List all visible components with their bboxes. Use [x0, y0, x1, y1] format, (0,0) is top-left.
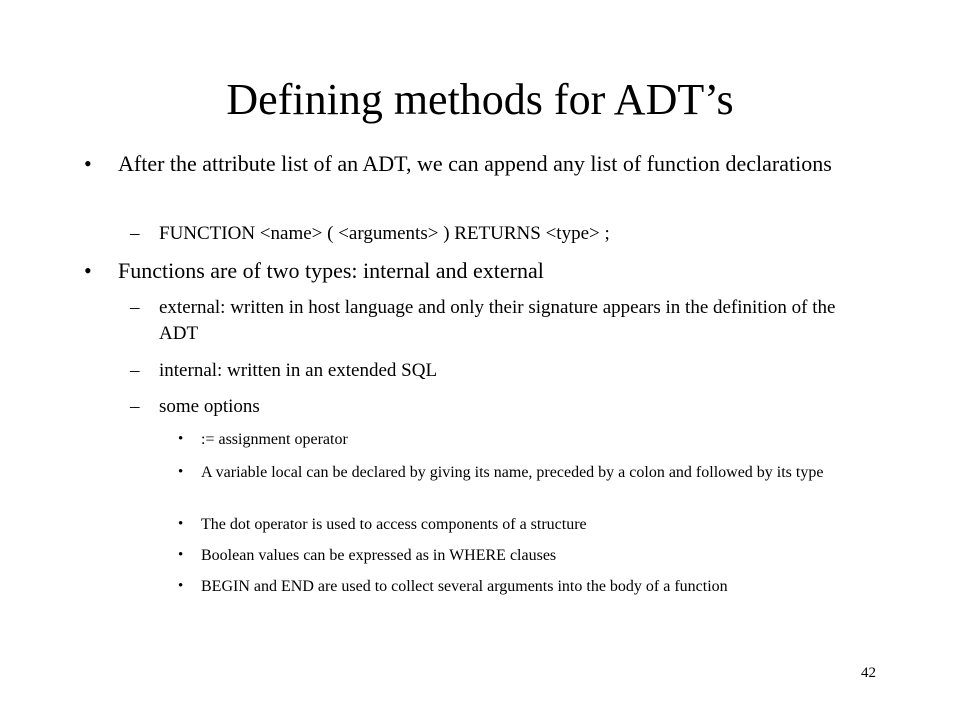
sub-item: some options — [159, 396, 260, 417]
sub-item: FUNCTION <name> ( <arguments> ) RETURNS <type> ; — [159, 223, 610, 244]
sub-sub-item: BEGIN and END are used to collect several arguments into the body of a function — [201, 578, 728, 595]
bullet-marker-small: • — [178, 578, 184, 594]
dash-marker: – — [130, 396, 140, 417]
sub-item: internal: written in an extended SQL — [159, 360, 438, 381]
bullet-marker: • — [84, 258, 92, 283]
bullet-item: Functions are of two types: internal and external — [118, 258, 544, 283]
dash-marker: – — [130, 360, 140, 381]
bullet-marker-small: • — [178, 547, 184, 563]
sub-sub-item: := assignment operator — [201, 431, 348, 448]
bullet-marker-small: • — [178, 464, 184, 480]
sub-sub-item: A variable local can be declared by giving its name, preceded by a colon and followed by its type — [201, 464, 824, 481]
slide-title: Defining methods for ADT’s — [226, 75, 734, 124]
dash-marker: – — [130, 297, 140, 318]
page-number: 42 — [861, 665, 876, 681]
sub-sub-item: The dot operator is used to access components of a structure — [201, 516, 587, 533]
sub-sub-item: Boolean values can be expressed as in WHERE clauses — [201, 547, 557, 564]
dash-marker: – — [130, 223, 140, 244]
bullet-marker: • — [84, 151, 92, 176]
bullet-item: After the attribute list of an ADT, we can append any list of function declarations — [118, 151, 832, 176]
bullet-marker-small: • — [178, 431, 184, 447]
sub-item: external: written in host language and only their signature appears in the definition of the ADT — [159, 297, 836, 344]
bullet-marker-small: • — [178, 516, 184, 532]
